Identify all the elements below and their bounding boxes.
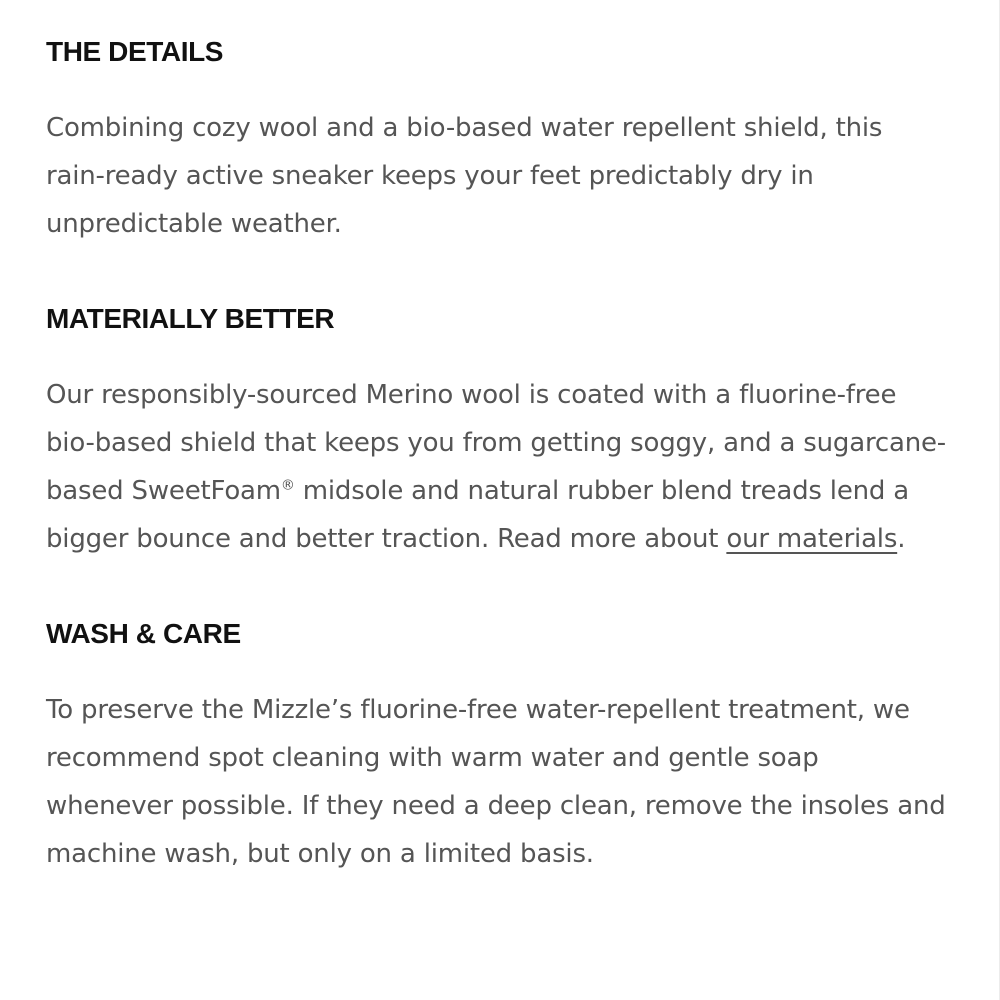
materials-text-end: . xyxy=(897,524,906,554)
section-heading-wash-care: WASH & CARE xyxy=(46,618,241,649)
section-heading-materially-better: MATERIALLY BETTER xyxy=(46,303,335,334)
section-body-materially-better xyxy=(46,371,946,563)
registered-trademark-mark: ® xyxy=(280,477,295,494)
our-materials-link[interactable]: our materials xyxy=(726,524,898,554)
section-body-the-details: Combining cozy wool and a bio-based water repellent shield, this rain-ready active sneaker keeps your feet predictably dry in unpredictable weather. xyxy=(46,113,883,239)
materials-text-part1: Our responsibly-sourced Merino wool is coated with a fluorine-free bio-based shield that keeps you from getting soggy, and a sugarcane-based SweetFoam xyxy=(46,380,946,506)
details-content xyxy=(46,28,946,878)
section-body-wash-care: To preserve the Mizzle’s fluorine-free water-repellent treatment, we recommend spot cleaning with warm water and gentle soap whenever possible. If they need a deep clean, remove the insoles and machine wash, but only on a limited basis. xyxy=(46,695,946,869)
materials-text-part2: midsole and natural rubber blend treads lend a bigger bounce and better traction. Read more about xyxy=(46,476,910,554)
section-heading-the-details: THE DETAILS xyxy=(46,36,224,67)
